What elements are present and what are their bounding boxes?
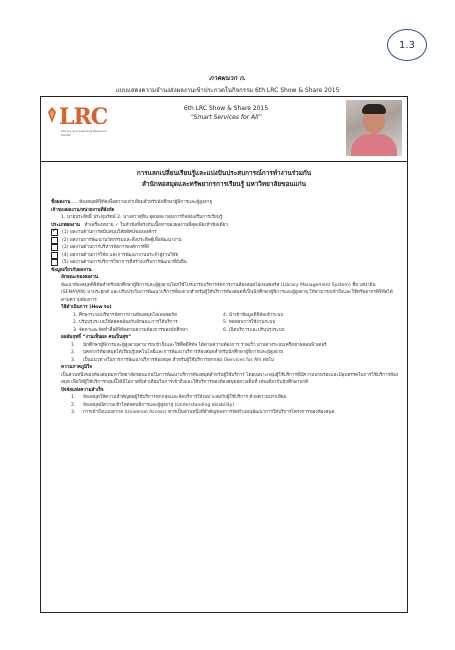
importance-heading: ความภาคภูมิใจ [61,365,92,370]
type-row [51,222,399,230]
form-frame [40,96,408,613]
category-item: (4) ผลงานด้านการวิจัย และการพัฒนางานประจำสู่งานวิจัย [51,252,399,260]
category-checklist [51,229,399,267]
author-photo [346,100,402,156]
page-number-badge: 1.3 [387,29,427,61]
results-item: 1. นักศึกษาผู้พิการและผู้สูงอายุสามารถเข้าถึงและใช้สื่อดิจิทัล ได้ตามความต้องการ รวดเร็ว ผ่านทางระบบเครือข่ายคอมพิวเตอร์ [71,342,327,348]
owner-value: 1. นายประสิทธิ์ ประทุมรัตน์ 2. นางสาวสุทิน อุดมผล กลุ่มภารกิจส่งเสริมการเรียนรู้ [61,215,223,220]
category-item: ✓ (1) ผลงานด้านการสนับสนุนวิสัยทัศน์ขององค์กร [51,229,399,237]
factors-heading: ปัจจัยแห่งความสำเร็จ [61,387,104,393]
type-instruction: ทำเครื่องหมาย ✓ ในหัวข้อที่ตรงกับเนื้อหาของผลงานที่สุดเพียงหัวข้อเดียว [84,222,228,228]
howto-row: 2. ปรับปรุงระบบให้สอดคล้องกับลักษณะการให้บริการ 5. ทดสอบการใช้งานระบบ [73,320,276,325]
header-title [141,104,311,122]
checkbox[interactable] [51,244,58,251]
summary-heading: ข้อมูลเกี่ยวกับผลงาน [51,267,92,273]
logo-text: LRC [59,104,108,130]
factors-item: 1. ห้องสมุดให้ความสำคัญต่อผู้ใช้บริการทุกกลุ่มและจัดบริการให้เหมาะสมกับผู้ใช้บริการ ด้วยความเท่าเทียม [71,395,287,400]
topic-line-1: การแลกเปลี่ยนเรียนรู้และแบ่งปันประสบการณ์การทำงานร่วมกัน [136,169,312,177]
results-heading: ผลสัมฤทธิ์ “งานเห็นผล คนเป็นสุข” [61,335,132,340]
logo-mark-icon [47,106,57,124]
logo-subtitle: Library and Learning Resource Center [61,129,107,137]
checkbox[interactable] [51,252,58,259]
checkbox[interactable] [51,237,58,244]
form-content [51,199,399,417]
howto-row: 3. จัดหาและจัดทำสื่อดิจิทัลตามความต้องการของนักศึกษา 6. เปิดบริการและปรับปรุงระบบ [73,327,285,333]
work-name-row [51,199,399,207]
topic-heading [41,168,407,190]
event-slogan: “Smart Services for All” [190,114,262,121]
results-item: 2. บุคลากรห้องสมุดได้เรียนรู้เทคโนโลยีและการพัฒนาบริการห้องสมุดสำหรับนักศึกษาผู้พิการและผู้สูงอายุ [71,350,283,355]
importance-paragraph: เป็นส่วนหนึ่งของห้องสมุดมหาวิทยาลัยขอนแก่นในการพัฒนาบริการห้องสมุดสำหรับผู้ใช้บริการ โดยเฉพาะกลุ่มผู้ใช้บริการที่มีความบกพร่องและมีอุปสรรคในการใช้บริการห้องสมุด เพื่อให้ผู้ใช้บริการกลุ่มนี้ได้มีโอกาสที่เท่าเทียมในการเข้าถึงและใช้บริการของห้องสมุดอย่างเต็มที่ เช่นเดียวกับนักศึกษาปกติ [61,372,399,385]
howto-heading: วิธีดำเนินการ (How to) [61,305,112,310]
category-item: (2) ผลงานการพัฒนานวัตกรรมและสิ่งประดิษฐ์เพื่อพัฒนางาน [51,237,399,245]
owner-label: เจ้าของผลงาน/หน่วยงานที่สังกัด [51,207,115,213]
form-subtitle: แบบแสดงความจำนงส่งผลงานเข้าประกวดในกิจกรรม 6th LRC Show & Share 2015 [115,87,340,94]
factors-item: 3. การเข้าถึงแบบสากล (Universal Access) ควรเป็นส่วนหนึ่งที่สำคัญของการจัดทำแผนพัฒนาการให้บริการโครงการของห้องสมุด [71,410,335,415]
checkbox[interactable] [51,259,58,266]
results-item: 3. เป็นแนวทางในการการพัฒนาบริการห้องสมุด สำหรับผู้ใช้บริการทุกกลุ่ม (Services for All) ต่อไป [71,357,274,363]
checkbox-checked[interactable] [51,229,58,236]
form-header [41,97,407,162]
summary-paragraph: พัฒนาห้องสมุดดิจิทัลสำหรับนักศึกษาผู้พิการและผู้สูงอายุโดยใช้โปรแกรมบริหารจัดการงานห้องสมุดโอเพนซอร์ส (Library Management System) ชื่อ เสนายัน (SENAYAN) มาประยุกต์ และปรับปรุงในการพัฒนาบริการที่สะดวกสำหรับผู้ใช้บริการห้องสมุดที่เป็นนักศึกษาผู้พิการและผู้สูงอายุ ให้สามารถเข้าถึงและใช้ทรัพยากรดิจิทัลได้ตามความต้องการ [61,282,393,303]
type-label: ประเภทผลงาน [51,222,80,228]
howto-row: 1. ศึกษาระบบบริหารจัดการงานห้องสมุดโอเพนซอร์ส 4. นำเข้าข้อมูลดิจิทัลเข้าระบบ [73,312,284,318]
lrc-logo [45,104,119,144]
summary-subheading: ลักษณะของผลงาน [61,275,98,280]
topic-line-2: สำนักหอสมุดและทรัพยากรการเรียนรู้ มหาวิทยาลัยขอนแก่น [141,180,307,188]
category-item: (5) ผลงานด้านการบริการวิชาการที่สร้างเสริมการพัฒนาที่ยั่งยืน [51,259,399,267]
work-name-value: .....ห้องสมุดดิจิทัลเพื่อความเท่าเทียมสำหรับนักศึกษาผู้พิการและผู้สูงอายุ [70,200,213,205]
event-name: 6th LRC Show & Share 2015 [183,105,269,112]
factors-item: 2. ห้องสมุดมีความเข้าใจต่อคนพิการและผู้สูงอายุ (Understanding disability) [71,402,235,408]
work-name-label: ชื่อผลงาน [51,200,71,205]
annex-title: ภาคผนวก ก. [209,74,246,82]
category-item: (3) ผลงานด้านการบริหารจัดการองค์การที่ดี [51,244,399,252]
